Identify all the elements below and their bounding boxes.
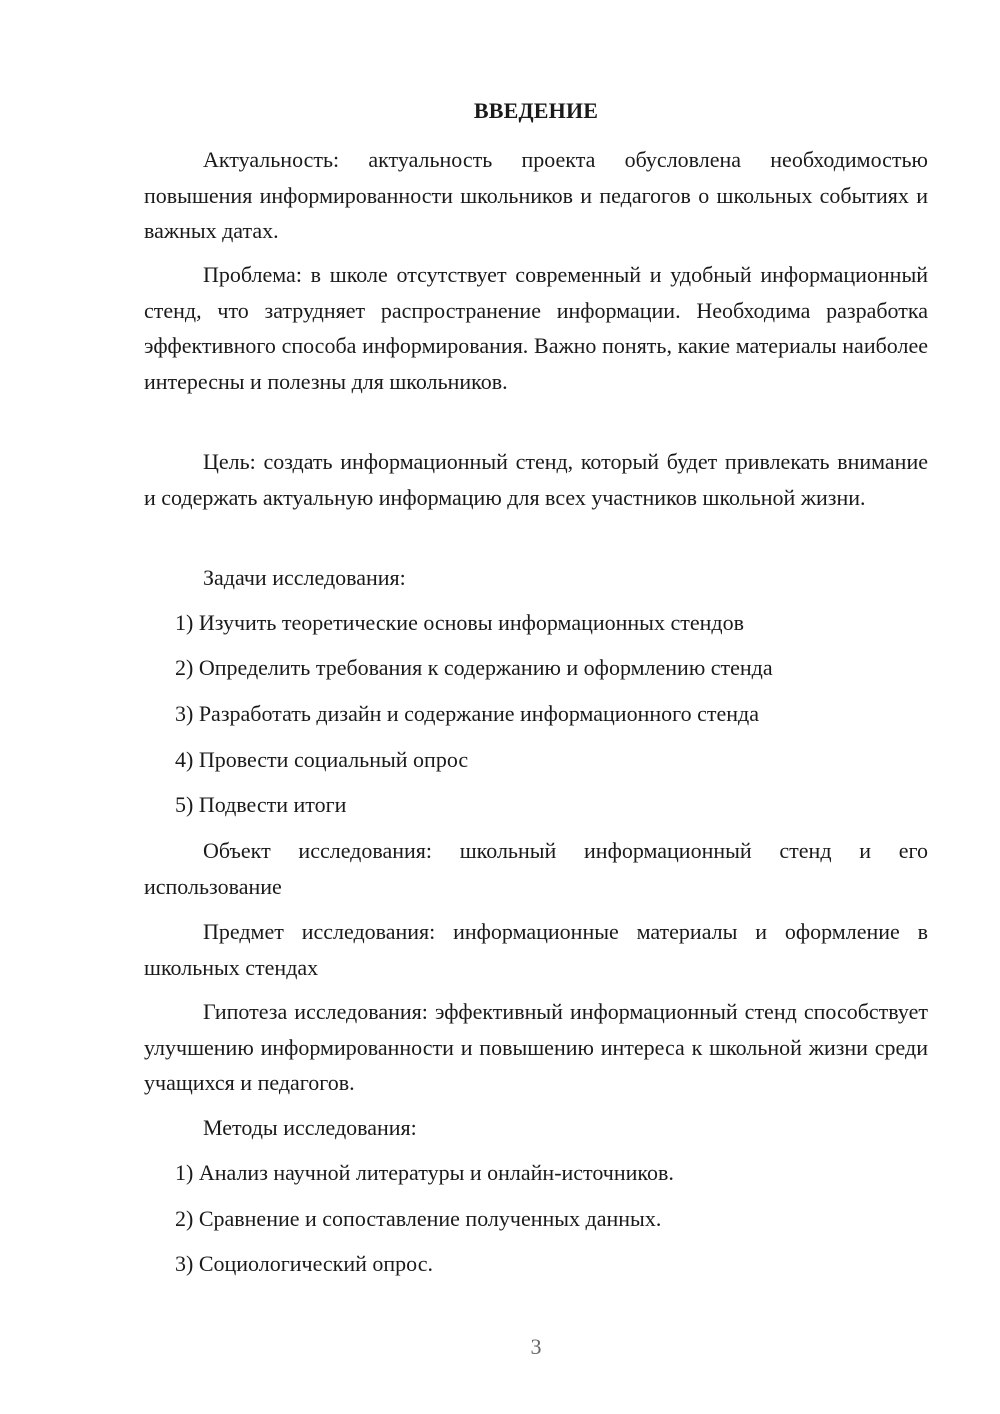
subject-paragraph: Предмет исследования: информационные материалы и оформление в школьных стендах [144, 919, 928, 980]
object-paragraph: Объект исследования: школьный информационный стенд и его использование [144, 838, 928, 899]
tasks-heading: Задачи исследования: [203, 565, 406, 590]
page-title: ВВЕДЕНИЕ [473, 98, 599, 123]
page-number: 3 [530, 1334, 542, 1359]
hypothesis-paragraph: Гипотеза исследования: эффективный информационный стенд способствует улучшению информированности и повышению интереса к школьной жизни среди учащихся и педагогов. [144, 999, 928, 1095]
task-item: 4) Провести социальный опрос [175, 747, 469, 772]
method-item: 1) Анализ научной литературы и онлайн-источников. [175, 1160, 674, 1185]
relevance-paragraph: Актуальность: актуальность проекта обусловлена необходимостью повышения информированности школьников и педагогов о школьных событиях и важных датах. [144, 147, 928, 243]
problem-paragraph: Проблема: в школе отсутствует современный и удобный информационный стенд, что затрудняет распространение информации. Необходима разработка эффективного способа информирования. Важно понять, какие материалы наиболее интересны и полезны для школьников. [144, 262, 928, 394]
method-item: 3) Социологический опрос. [175, 1251, 433, 1276]
page-body [144, 0, 928, 1414]
method-item: 2) Сравнение и сопоставление полученных данных. [175, 1206, 662, 1231]
task-item: 5) Подвести итоги [175, 792, 347, 817]
goal-paragraph: Цель: создать информационный стенд, который будет привлекать внимание и содержать актуальную информацию для всех участников школьной жизни. [144, 449, 928, 510]
methods-heading: Методы исследования: [203, 1115, 417, 1140]
task-item: 3) Разработать дизайн и содержание информационного стенда [175, 701, 759, 726]
task-item: 2) Определить требования к содержанию и оформлению стенда [175, 655, 773, 680]
task-item: 1) Изучить теоретические основы информационных стендов [175, 610, 744, 635]
